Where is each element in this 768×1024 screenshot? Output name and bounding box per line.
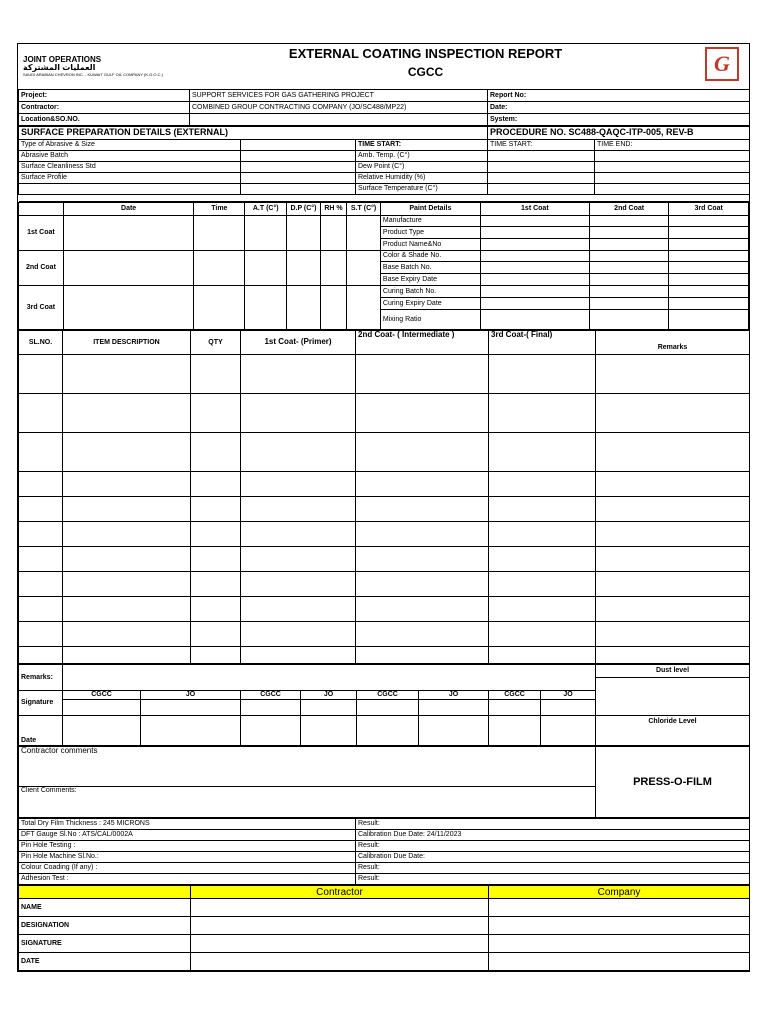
paint-cell[interactable] xyxy=(589,286,669,298)
sig-cell[interactable] xyxy=(489,700,541,716)
table-row xyxy=(19,472,750,497)
item-cell[interactable] xyxy=(19,547,63,572)
item-cell[interactable] xyxy=(489,547,596,572)
sig-date-cell[interactable] xyxy=(541,716,596,746)
col-3rd-coat-final: 3rd Coat-( Final) xyxy=(489,331,596,355)
paint-cell[interactable] xyxy=(480,239,589,251)
item-cell[interactable] xyxy=(191,522,241,547)
paint-cell[interactable] xyxy=(480,274,589,286)
item-cell[interactable] xyxy=(191,622,241,647)
paint-cell[interactable] xyxy=(669,298,749,310)
table-row xyxy=(19,522,750,547)
item-cell[interactable] xyxy=(63,394,191,433)
paint-cell[interactable] xyxy=(669,216,749,227)
sig-date-cell[interactable] xyxy=(357,716,419,746)
item-cell[interactable] xyxy=(596,597,750,622)
paint-cell[interactable] xyxy=(589,274,669,286)
test-label: Pin Hole Testing : xyxy=(19,841,356,852)
item-cell[interactable] xyxy=(596,394,750,433)
table-row xyxy=(19,647,750,664)
env-value[interactable] xyxy=(595,173,750,184)
coat-cell[interactable] xyxy=(320,251,347,286)
item-cell[interactable] xyxy=(489,355,596,394)
item-cell[interactable] xyxy=(191,355,241,394)
cgcc-logo-icon: G xyxy=(705,47,739,81)
test-result: Result: xyxy=(356,863,750,874)
item-cell[interactable] xyxy=(356,472,489,497)
items-table xyxy=(18,330,750,664)
dust-level-label: Dust level xyxy=(596,665,750,678)
coat-label: 3rd Coat xyxy=(19,286,64,330)
test-label: Colour Coading (If any) : xyxy=(19,863,356,874)
location-value[interactable] xyxy=(190,114,488,126)
approval-name-label: NAME xyxy=(19,899,191,917)
col-at: A.T (C°) xyxy=(245,203,287,216)
location-label: Location&SO.NO. xyxy=(19,114,190,126)
paint-cell[interactable] xyxy=(589,298,669,310)
paint-detail-label: Base Expiry Date xyxy=(380,274,480,286)
sig-cell[interactable] xyxy=(241,700,301,716)
env-row-label: Amb. Temp. (C°) xyxy=(356,151,488,162)
time-start-label: TIME START: xyxy=(488,140,595,151)
paint-cell[interactable] xyxy=(480,262,589,274)
paint-cell[interactable] xyxy=(480,310,589,330)
coat-label: 1st Coat xyxy=(19,216,64,251)
item-cell[interactable] xyxy=(191,433,241,472)
col-2nd-coat-intermediate: 2nd Coat- ( Intermediate ) xyxy=(356,331,489,355)
paint-cell[interactable] xyxy=(669,310,749,330)
sig-cell[interactable] xyxy=(301,700,357,716)
item-cell[interactable] xyxy=(191,394,241,433)
item-cell[interactable] xyxy=(19,394,63,433)
paint-cell[interactable] xyxy=(669,239,749,251)
test-result: Calibration Due Date: 24/11/2023 xyxy=(356,830,750,841)
item-cell[interactable] xyxy=(596,472,750,497)
coat-cell[interactable] xyxy=(194,286,245,330)
item-cell[interactable] xyxy=(63,433,191,472)
col-item-description: ITEM DESCRIPTION xyxy=(63,331,191,355)
item-cell[interactable] xyxy=(596,433,750,472)
paint-detail-label: Product Type xyxy=(380,227,480,239)
report-subtitle: CGCC xyxy=(407,65,444,80)
sig-date-cell[interactable] xyxy=(241,716,301,746)
item-cell[interactable] xyxy=(596,522,750,547)
col-qty: QTY xyxy=(191,331,241,355)
env-value[interactable] xyxy=(488,162,595,173)
sig-header: CGCC xyxy=(489,691,541,700)
report-no-label: Report No: xyxy=(488,90,750,102)
test-label: Pin Hole Machine Sl.No.: xyxy=(19,852,356,863)
sig-date-cell[interactable] xyxy=(141,716,241,746)
sig-cell[interactable] xyxy=(357,700,419,716)
coat-cell[interactable] xyxy=(287,251,321,286)
col-st: S.T (C°) xyxy=(347,203,381,216)
sig-header: JO xyxy=(301,691,357,700)
remarks-label: Remarks: xyxy=(19,665,63,691)
paint-detail-label: Manufacture xyxy=(380,216,480,227)
coat-cell[interactable] xyxy=(347,286,381,330)
dust-level-value[interactable] xyxy=(596,678,750,716)
item-cell[interactable] xyxy=(356,572,489,597)
sig-date-cell[interactable] xyxy=(419,716,489,746)
info-table xyxy=(18,89,750,126)
item-cell[interactable] xyxy=(489,522,596,547)
env-row-label: TIME START: xyxy=(356,140,488,151)
surface-row-label: Surface Profile xyxy=(19,173,241,184)
remarks-table xyxy=(18,664,750,746)
sig-cell[interactable] xyxy=(541,700,596,716)
coat-cell[interactable] xyxy=(347,216,381,251)
surface-row-value[interactable] xyxy=(241,140,356,151)
item-cell[interactable] xyxy=(241,433,356,472)
coat-cell[interactable] xyxy=(63,286,194,330)
paint-cell[interactable] xyxy=(589,310,669,330)
table-row xyxy=(19,597,750,622)
item-cell[interactable] xyxy=(63,547,191,572)
sig-cell[interactable] xyxy=(419,700,489,716)
report-table xyxy=(18,44,750,89)
item-cell[interactable] xyxy=(63,522,191,547)
logo-sub: SAUDI ARABIAN CHEVRON INC. - KUWAIT GULF OIL COMPANY (K.G.O.C.) xyxy=(23,72,163,78)
coat-cell[interactable] xyxy=(245,286,287,330)
sig-header: JO xyxy=(141,691,241,700)
table-row xyxy=(19,355,750,394)
approval-cell[interactable] xyxy=(191,935,489,953)
sig-header: JO xyxy=(419,691,489,700)
surface-row-label: Abrasive Batch xyxy=(19,151,241,162)
test-label: Adhesion Test : xyxy=(19,874,356,885)
item-cell[interactable] xyxy=(19,522,63,547)
approval-cell[interactable] xyxy=(489,899,750,917)
paint-cell[interactable] xyxy=(480,286,589,298)
approval-contractor: Contractor xyxy=(191,886,489,899)
item-cell[interactable] xyxy=(356,597,489,622)
remarks-input[interactable] xyxy=(63,665,596,691)
item-cell[interactable] xyxy=(63,597,191,622)
surface-prep-table xyxy=(18,126,750,202)
item-cell[interactable] xyxy=(19,497,63,522)
test-label: DFT Gauge Sl.No : ATS/CAL/0002A xyxy=(19,830,356,841)
approval-company: Company xyxy=(489,886,750,899)
item-cell[interactable] xyxy=(356,622,489,647)
coat-cell[interactable] xyxy=(63,251,194,286)
paint-cell[interactable] xyxy=(669,262,749,274)
env-value[interactable] xyxy=(488,151,595,162)
item-cell[interactable] xyxy=(63,647,191,664)
item-cell[interactable] xyxy=(489,597,596,622)
approval-blank xyxy=(19,886,191,899)
test-result: Result: xyxy=(356,874,750,885)
contractor-value: COMBINED GROUP CONTRACTING COMPANY (JO/SC488/MP22) xyxy=(190,102,488,114)
approval-cell[interactable] xyxy=(191,917,489,935)
item-cell[interactable] xyxy=(241,622,356,647)
item-cell[interactable] xyxy=(489,394,596,433)
surface-row-label: Type of Abrasive & Size xyxy=(19,140,241,151)
table-row xyxy=(19,547,750,572)
paint-cell[interactable] xyxy=(589,216,669,227)
procedure-number: PROCEDURE NO. SC488-QAQC-ITP-005, REV-B xyxy=(488,127,750,140)
item-cell[interactable] xyxy=(19,622,63,647)
item-cell[interactable] xyxy=(19,355,63,394)
surface-row-value[interactable] xyxy=(241,151,356,162)
surface-section-title: SURFACE PREPARATION DETAILS (EXTERNAL) xyxy=(19,127,488,140)
paint-cell[interactable] xyxy=(480,251,589,262)
coat-cell[interactable] xyxy=(194,216,245,251)
col-sl-no: SL.NO. xyxy=(19,331,63,355)
table-row xyxy=(19,572,750,597)
sig-date-cell[interactable] xyxy=(301,716,357,746)
paint-cell[interactable] xyxy=(669,227,749,239)
paint-detail-label: Base Batch No. xyxy=(380,262,480,274)
sig-cell[interactable] xyxy=(141,700,241,716)
item-cell[interactable] xyxy=(19,597,63,622)
paint-detail-label: Product Name&No xyxy=(380,239,480,251)
item-cell[interactable] xyxy=(489,472,596,497)
item-cell[interactable] xyxy=(596,647,750,664)
item-cell[interactable] xyxy=(241,497,356,522)
coat-header-blank xyxy=(19,203,64,216)
item-cell[interactable] xyxy=(63,572,191,597)
coat-cell[interactable] xyxy=(245,251,287,286)
env-value[interactable] xyxy=(488,173,595,184)
paint-cell[interactable] xyxy=(669,251,749,262)
logo-title: JOINT OPERATIONS xyxy=(23,54,102,64)
coat-cell[interactable] xyxy=(320,216,347,251)
sig-cell[interactable] xyxy=(63,700,141,716)
item-cell[interactable] xyxy=(356,647,489,664)
coat-cell[interactable] xyxy=(347,251,381,286)
press-o-film-label: PRESS-O-FILM xyxy=(596,747,750,818)
item-cell[interactable] xyxy=(191,597,241,622)
paint-cell[interactable] xyxy=(589,251,669,262)
item-cell[interactable] xyxy=(191,497,241,522)
paint-cell[interactable] xyxy=(589,227,669,239)
env-row-label: Dew Point (C°) xyxy=(356,162,488,173)
signature-label: Signature xyxy=(19,691,63,716)
item-cell[interactable] xyxy=(241,394,356,433)
item-cell[interactable] xyxy=(191,647,241,664)
item-cell[interactable] xyxy=(63,497,191,522)
surface-row-value[interactable] xyxy=(241,173,356,184)
col-2nd-coat: 2nd Coat xyxy=(589,203,669,216)
env-value[interactable] xyxy=(595,162,750,173)
header-row xyxy=(18,44,750,89)
item-cell[interactable] xyxy=(596,355,750,394)
approval-date-label: DATE xyxy=(19,953,191,971)
item-cell[interactable] xyxy=(356,497,489,522)
item-cell[interactable] xyxy=(489,497,596,522)
env-value[interactable] xyxy=(595,151,750,162)
item-cell[interactable] xyxy=(489,572,596,597)
item-cell[interactable] xyxy=(191,572,241,597)
item-cell[interactable] xyxy=(356,522,489,547)
contractor-comments[interactable]: Contractor comments xyxy=(19,747,596,787)
logo-left xyxy=(18,44,163,89)
surface-row-blank xyxy=(19,184,241,195)
paint-cell[interactable] xyxy=(480,227,589,239)
test-result: Result: xyxy=(356,819,750,830)
surface-row-value[interactable] xyxy=(241,162,356,173)
coat-cell[interactable] xyxy=(63,216,194,251)
item-cell[interactable] xyxy=(356,394,489,433)
paint-detail-label: Mixing Ratio xyxy=(380,310,480,330)
col-1st-coat-primer: 1st Coat- (Primer) xyxy=(241,331,356,355)
item-cell[interactable] xyxy=(241,647,356,664)
item-cell[interactable] xyxy=(19,433,63,472)
approval-designation-label: DESIGNATION xyxy=(19,917,191,935)
paint-detail-label: Curing Batch No. xyxy=(380,286,480,298)
item-cell[interactable] xyxy=(241,472,356,497)
item-cell[interactable] xyxy=(241,572,356,597)
paint-cell[interactable] xyxy=(480,298,589,310)
item-cell[interactable] xyxy=(356,433,489,472)
item-cell[interactable] xyxy=(191,547,241,572)
approval-cell[interactable] xyxy=(489,953,750,971)
sig-date-cell[interactable] xyxy=(489,716,541,746)
coat-cell[interactable] xyxy=(287,216,321,251)
item-cell[interactable] xyxy=(596,497,750,522)
approval-cell[interactable] xyxy=(191,899,489,917)
item-cell[interactable] xyxy=(489,622,596,647)
col-remarks: Remarks xyxy=(596,331,750,355)
item-cell[interactable] xyxy=(63,355,191,394)
approval-cell[interactable] xyxy=(489,917,750,935)
coat-table xyxy=(18,202,749,330)
sig-header: CGCC xyxy=(241,691,301,700)
item-cell[interactable] xyxy=(489,647,596,664)
project-value: SUPPORT SERVICES FOR GAS GATHERING PROJECT xyxy=(190,90,488,102)
item-cell[interactable] xyxy=(489,433,596,472)
test-result: Calibration Due Date: xyxy=(356,852,750,863)
item-cell[interactable] xyxy=(63,472,191,497)
sig-header: CGCC xyxy=(63,691,141,700)
col-3rd-coat: 3rd Coat xyxy=(669,203,749,216)
coat-cell[interactable] xyxy=(194,251,245,286)
coat-cell[interactable] xyxy=(287,286,321,330)
logo-arabic: العمليات المشتركة xyxy=(23,63,96,73)
cgcc-logo xyxy=(705,47,739,81)
date-label: Date: xyxy=(488,102,750,114)
project-label: Project: xyxy=(19,90,190,102)
paint-cell[interactable] xyxy=(669,286,749,298)
paint-cell[interactable] xyxy=(589,262,669,274)
paint-cell[interactable] xyxy=(669,274,749,286)
sig-date-cell[interactable] xyxy=(63,716,141,746)
date-row-label: Date xyxy=(19,716,63,746)
paint-cell[interactable] xyxy=(480,216,589,227)
time-end-label: TIME END: xyxy=(595,140,750,151)
env-row-label: Relative Humidity (%) xyxy=(356,173,488,184)
col-rh: RH % xyxy=(320,203,347,216)
col-paint-details: Paint Details xyxy=(380,203,480,216)
table-row xyxy=(19,433,750,472)
table-row xyxy=(19,622,750,647)
item-cell[interactable] xyxy=(63,622,191,647)
chloride-level-label: Chloride Level xyxy=(596,716,750,746)
comments-table xyxy=(18,746,750,818)
approval-signature-label: SIGNATURE xyxy=(19,935,191,953)
report-title: EXTERNAL COATING INSPECTION REPORT xyxy=(288,46,563,61)
item-cell[interactable] xyxy=(596,622,750,647)
coat-cell[interactable] xyxy=(320,286,347,330)
table-row xyxy=(19,497,750,522)
col-dp: D.P (C°) xyxy=(287,203,321,216)
col-1st-coat: 1st Coat xyxy=(480,203,589,216)
tests-table xyxy=(18,818,750,885)
system-label: System: xyxy=(488,114,750,126)
sig-header: JO xyxy=(541,691,596,700)
table-row xyxy=(19,394,750,433)
coat-label: 2nd Coat xyxy=(19,251,64,286)
item-cell[interactable] xyxy=(19,647,63,664)
item-cell[interactable] xyxy=(596,572,750,597)
spacer xyxy=(19,195,750,202)
paint-detail-label: Color & Shade No. xyxy=(380,251,480,262)
inspection-report-form xyxy=(17,43,750,972)
item-cell[interactable] xyxy=(19,472,63,497)
item-cell[interactable] xyxy=(241,355,356,394)
env-value[interactable] xyxy=(595,184,750,195)
approval-cell[interactable] xyxy=(191,953,489,971)
approval-table xyxy=(18,885,750,971)
contractor-label: Contractor: xyxy=(19,102,190,114)
approval-cell[interactable] xyxy=(489,935,750,953)
paint-detail-label: Curing Expiry Date xyxy=(380,298,480,310)
client-comments[interactable]: Client Comments: xyxy=(19,787,596,818)
paint-cell[interactable] xyxy=(589,239,669,251)
item-cell[interactable] xyxy=(19,572,63,597)
surface-row-value[interactable] xyxy=(241,184,356,195)
sig-header: CGCC xyxy=(357,691,419,700)
env-value[interactable] xyxy=(488,184,595,195)
env-row-label: Surface Temperature (C°) xyxy=(356,184,488,195)
col-time: Time xyxy=(194,203,245,216)
item-cell[interactable] xyxy=(596,547,750,572)
item-cell[interactable] xyxy=(356,355,489,394)
item-cell[interactable] xyxy=(191,472,241,497)
col-date: Date xyxy=(63,203,194,216)
item-cell[interactable] xyxy=(241,597,356,622)
item-cell[interactable] xyxy=(356,547,489,572)
test-label: Total Dry Film Thickness : 245 MICRONS xyxy=(19,819,356,830)
surface-row-label: Surface Cleanliness Std xyxy=(19,162,241,173)
item-cell[interactable] xyxy=(241,547,356,572)
item-cell[interactable] xyxy=(241,522,356,547)
coat-cell[interactable] xyxy=(245,216,287,251)
test-result: Result: xyxy=(356,841,750,852)
